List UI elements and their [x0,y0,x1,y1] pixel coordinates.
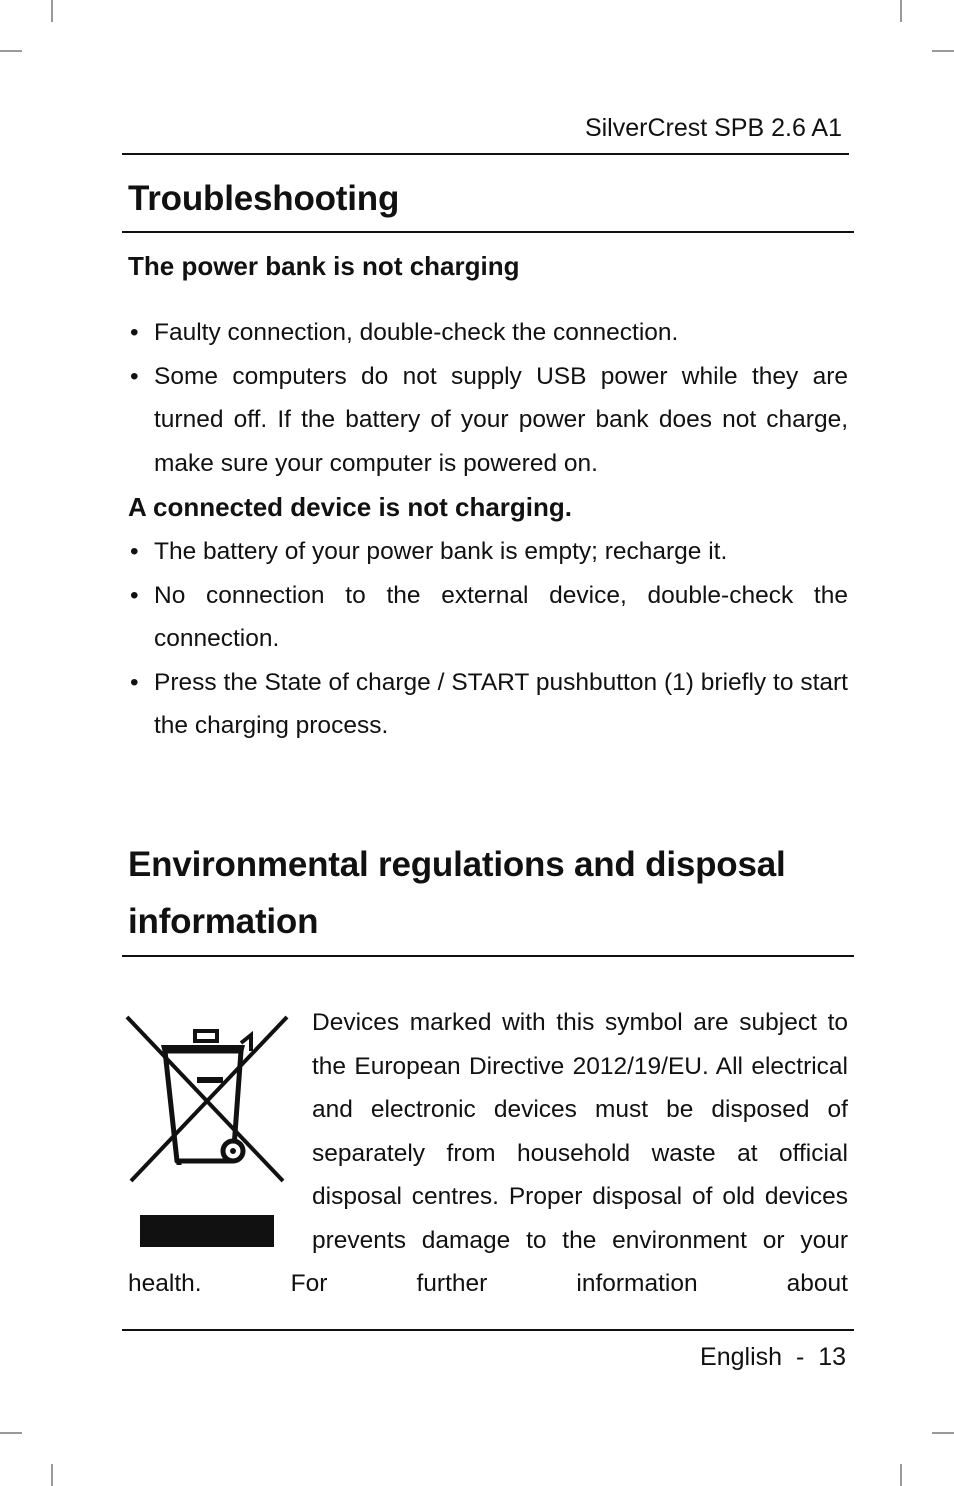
crop-mark-top-right [900,0,902,22]
troubleshooting-title: Troubleshooting [128,179,400,218]
bullet-icon: • [130,581,139,609]
bullet-icon: • [130,668,139,696]
page-number: 13 [818,1343,846,1371]
crop-mark-bottom-left [51,1464,53,1486]
footer-separator: - [795,1343,805,1371]
footer-rule [122,1329,854,1331]
crop-mark-top-left [51,0,53,22]
bullet-icon: • [130,362,139,390]
crop-mark-bottom-right [900,1464,902,1486]
list-item: • Some computers do not supply USB power while they are turned off. If the battery of your power bank does not charge, make sure your computer is powered on. [128,355,848,486]
running-header: SilverCrest SPB 2.6 A1 [584,114,842,142]
power-bank-heading: The power bank is not charging [128,251,520,281]
power-bank-list [128,311,848,485]
list-item: • Press the State of charge / START pushbutton (1) briefly to start the charging process. [128,661,848,748]
device-list [128,530,848,748]
crop-mark-bottom-right-h [932,1432,954,1434]
header-rule [122,153,849,155]
crossed-out-wheelie-bin-icon [128,1001,312,1261]
bullet-icon: • [130,538,139,565]
disposal-paragraph: Devices marked with this symbol are subject to the European Directive 2012/19/EU. All electrical and electronic devices must be disposed of separately from household waste at official disposal centres. Proper disposal of old devices prevents damage to the environment or your health. For further information about [128,1001,848,1306]
footer-language: English [700,1343,783,1371]
bullet-icon: • [130,319,139,346]
environmental-title-line1: Environmental regulations and disposal [128,845,786,884]
list-item: • Faulty connection, double-check the connection. [128,311,848,355]
environmental-title-line2: information [128,902,319,941]
page-footer [700,1341,846,1373]
troubleshooting-rule [122,231,854,233]
device-heading: A connected device is not charging. [128,492,573,522]
crop-mark-top-right-h [932,50,954,52]
crop-mark-bottom-left-h [0,1432,22,1434]
crop-mark-top-left-h [0,50,22,52]
environmental-rule [122,955,854,957]
list-item: • No connection to the external device, double-check the connection. [128,574,848,661]
list-item: • The battery of your power bank is empty; recharge it. [128,530,848,574]
